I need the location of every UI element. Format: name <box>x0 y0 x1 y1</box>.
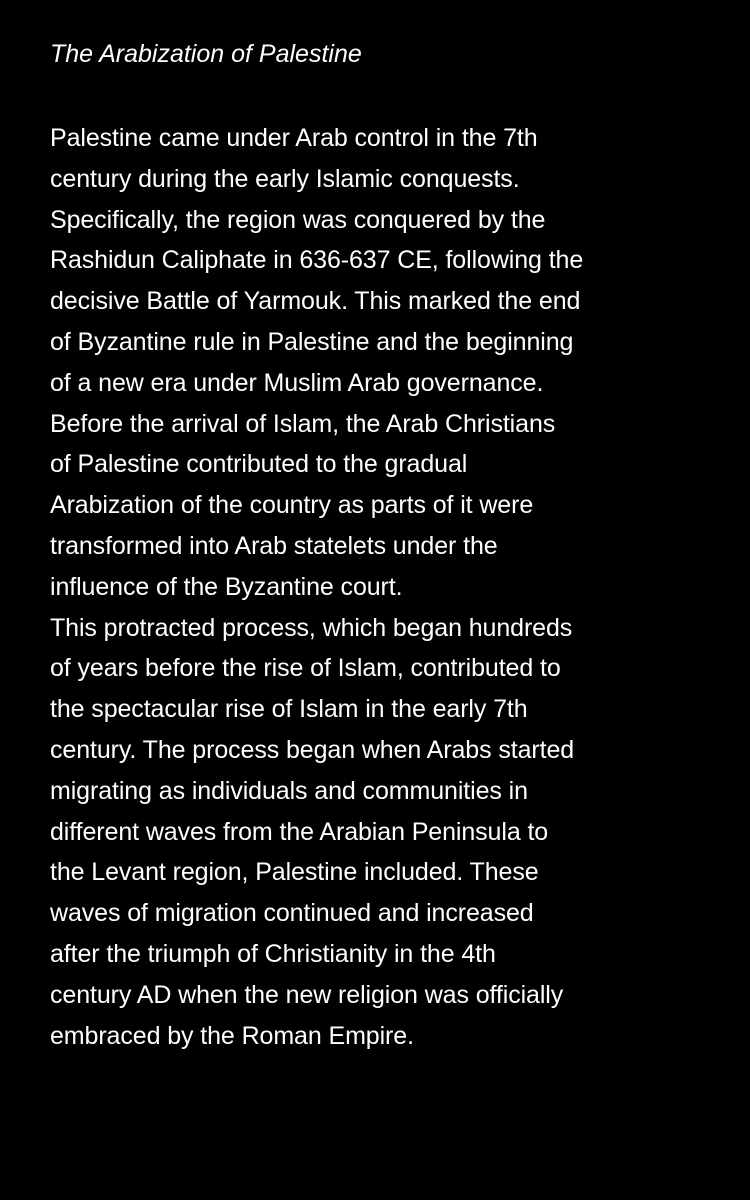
body-line: the spectacular rise of Islam in the early 7th <box>50 695 528 724</box>
body-line: century AD when the new religion was officially <box>50 980 564 1009</box>
note-title: The Arabization of Palestine <box>50 40 362 68</box>
body-line: embraced by the Roman Empire. <box>50 1021 414 1050</box>
body-line: This protracted process, which began hundreds <box>50 613 573 642</box>
body-line: transformed into Arab statelets under the <box>50 531 498 560</box>
body-line: century during the early Islamic conquests. <box>50 164 520 193</box>
body-line: migrating as individuals and communities in <box>50 776 528 805</box>
body-line: waves of migration continued and increased <box>50 899 534 928</box>
body-line: the Levant region, Palestine included. These <box>50 858 539 887</box>
note-content <box>50 36 720 1056</box>
body-line: century. The process began when Arabs started <box>50 735 575 764</box>
body-line: Before the arrival of Islam, the Arab Christians <box>50 409 556 438</box>
body-line: of a new era under Muslim Arab governance. <box>50 368 544 397</box>
body-line: of Palestine contributed to the gradual <box>50 450 468 479</box>
body-line: Rashidun Caliphate in 636-637 CE, following the <box>50 246 584 275</box>
body-line: after the triumph of Christianity in the 4th <box>50 939 496 968</box>
body-line: different waves from the Arabian Peninsula to <box>50 817 549 846</box>
body-line: Arabization of the country as parts of it were <box>50 491 534 520</box>
body-line: Specifically, the region was conquered by the <box>50 205 546 234</box>
body-line: Palestine came under Arab control in the 7th <box>50 124 538 152</box>
body-line: of Byzantine rule in Palestine and the beginning <box>50 327 574 356</box>
body-line: influence of the Byzantine court. <box>50 572 403 601</box>
body-line: of years before the rise of Islam, contributed to <box>50 654 561 683</box>
note-body <box>50 118 720 1056</box>
body-line: decisive Battle of Yarmouk. This marked the end <box>50 287 581 316</box>
